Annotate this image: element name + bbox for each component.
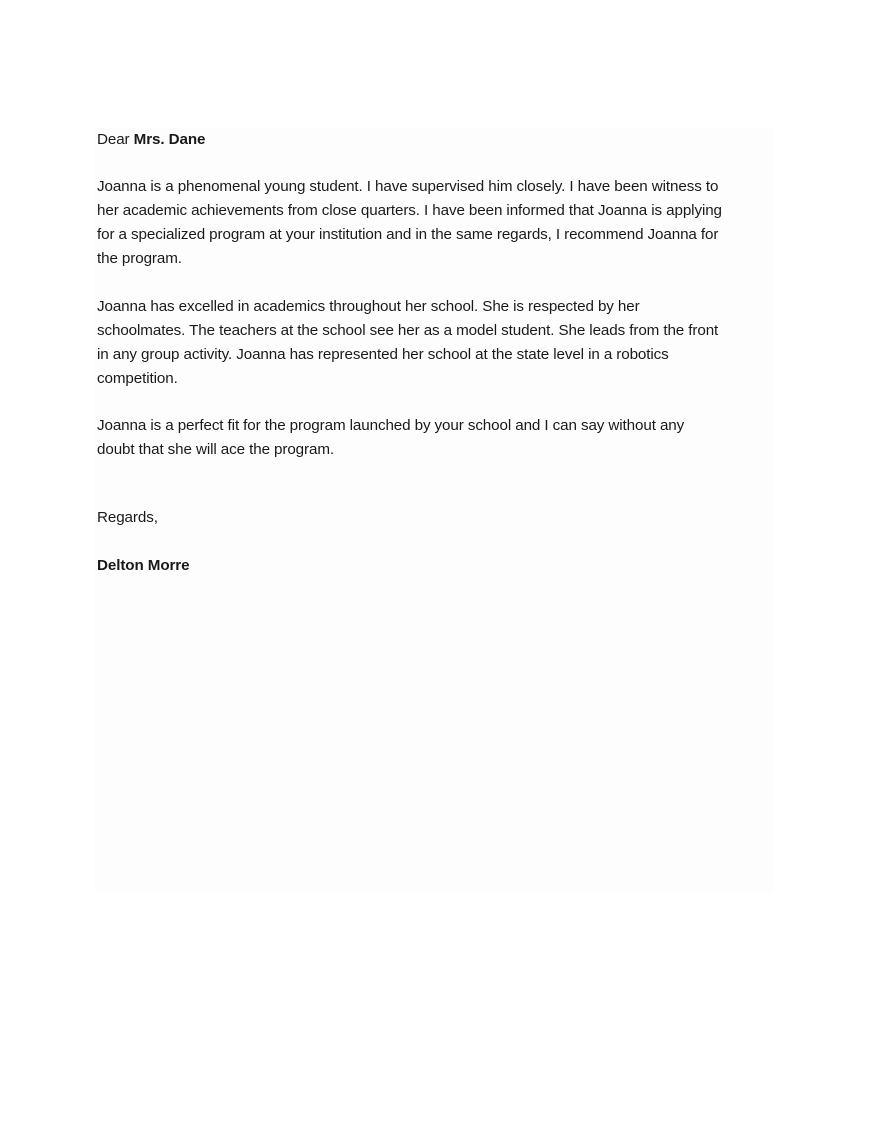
salutation bbox=[97, 128, 777, 152]
signature-name: Delton Morre bbox=[97, 557, 190, 574]
paragraph-line: Joanna is a perfect fit for the program launched by your school and I can say without any bbox=[97, 417, 685, 434]
paragraph-line: Joanna is a phenomenal young student. I have supervised him closely. I have been witness to bbox=[97, 178, 719, 195]
closing: Regards, bbox=[97, 509, 158, 526]
paragraph-line: doubt that she will ace the program. bbox=[97, 441, 335, 458]
paragraph-line: in any group activity. Joanna has represented her school at the state level in a robotics bbox=[97, 346, 669, 363]
paragraph-line: competition. bbox=[97, 370, 178, 387]
paragraph-3 bbox=[97, 414, 777, 462]
paragraph-line: the program. bbox=[97, 250, 182, 267]
paragraph-2 bbox=[97, 295, 777, 391]
paragraph-line: for a specialized program at your institution and in the same regards, I recommend Joanna for bbox=[97, 226, 719, 243]
paragraph-1 bbox=[97, 175, 777, 271]
paragraph-line: schoolmates. The teachers at the school see her as a model student. She leads from the front bbox=[97, 322, 719, 339]
paragraph-line: Joanna has excelled in academics throughout her school. She is respected by her bbox=[97, 298, 640, 315]
recipient-name: Mrs. Dane bbox=[133, 131, 206, 148]
salutation-prefix: Dear bbox=[97, 131, 130, 148]
paragraph-line: her academic achievements from close quarters. I have been informed that Joanna is applying bbox=[97, 202, 722, 219]
